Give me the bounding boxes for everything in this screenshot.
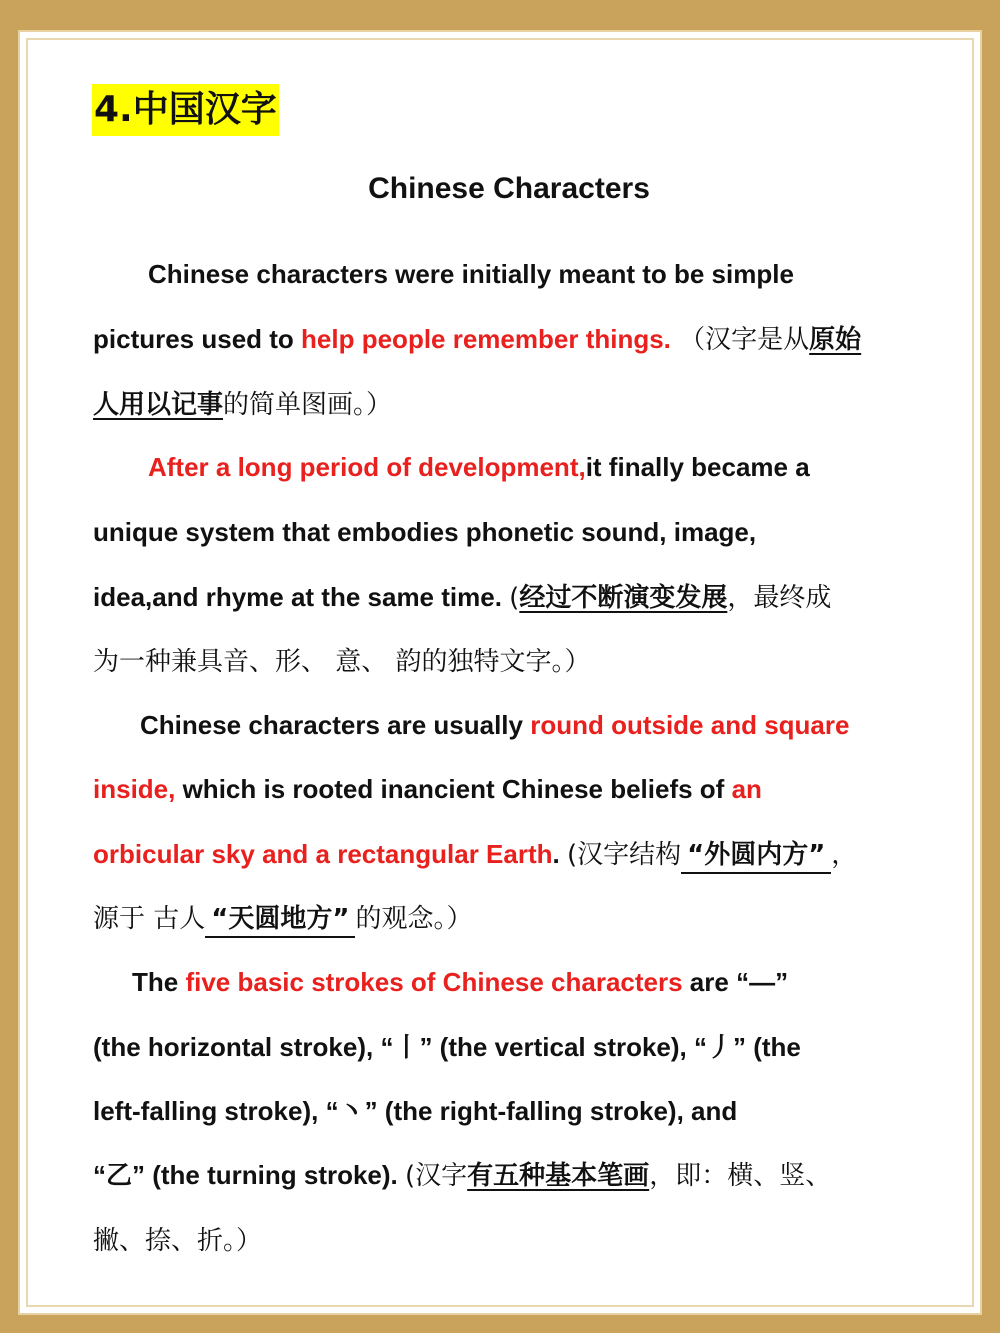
p1-line-2 <box>93 319 861 360</box>
p4-text: “乙” (the turning stroke). <box>93 1160 406 1190</box>
p2-text: idea,and rhyme at the same time. <box>93 582 510 612</box>
p2-chinese-emph: 经过不断演变发展 <box>519 583 728 613</box>
p3-line-2 <box>93 769 762 809</box>
p1-text: Chinese characters were initially meant to be simple <box>148 259 794 289</box>
p2-line-2 <box>93 512 756 552</box>
p4-highlight: five basic strokes of Chinese characters <box>185 967 683 997</box>
p4-chinese: 撇、捺、折。） <box>93 1226 263 1256</box>
p2-highlight: After a long period of development, <box>148 452 586 482</box>
p3-line-4 <box>93 898 472 939</box>
p2-line-4 <box>93 641 591 682</box>
p1-chinese-emph: 原始 <box>809 325 862 355</box>
p4-chinese: (汉字 <box>405 1161 468 1191</box>
p3-text: Chinese characters are usually <box>140 710 531 740</box>
p4-text: are “—” <box>682 967 789 997</box>
p1-text: pictures used to <box>93 324 302 354</box>
p3-highlight: an <box>731 774 762 804</box>
p1-highlight: help people remember things. <box>301 324 671 354</box>
p4-chinese-emph: 有五种基本笔画 <box>467 1161 650 1191</box>
p2-line-3 <box>93 577 831 618</box>
p1-chinese-emph: 人用以记事 <box>93 390 224 420</box>
p3-highlight: inside, <box>93 774 176 804</box>
p1-chinese: 的简单图画。） <box>223 390 393 420</box>
p3-chinese-quote: “外圆内方” <box>681 840 831 874</box>
p3-line-3 <box>93 834 857 875</box>
p2-chinese: 为一种兼具音、形、 意、 韵的独特文字。） <box>93 647 591 677</box>
p3-text: . <box>552 839 567 869</box>
p1-chinese: （汉字是从 <box>670 325 810 355</box>
p2-chinese: ，最终成 <box>727 583 832 613</box>
p2-text: unique system that embodies phonetic sound, image, <box>93 517 757 547</box>
p4-line-3 <box>93 1091 737 1131</box>
p4-line-2 <box>93 1027 801 1067</box>
p4-text: The <box>132 967 186 997</box>
p4-text: left-falling stroke), “丶” (the right-falling stroke), and <box>93 1096 738 1126</box>
p3-chinese: 源于 古人 <box>93 904 206 934</box>
p2-text: it finally became a <box>585 452 810 482</box>
p2-line-1 <box>148 447 810 487</box>
article-title: Chinese Characters <box>368 172 650 205</box>
p3-chinese: (汉字结构 <box>566 840 682 870</box>
p4-line-4 <box>93 1155 831 1196</box>
p3-line-1 <box>140 705 849 745</box>
p2-chinese: ( <box>509 583 520 613</box>
p4-chinese: ，即：横、竖、 <box>649 1161 832 1191</box>
p3-highlight: round outside and square <box>530 710 850 740</box>
p4-text: (the horizontal stroke), “丨” (the vertical stroke), “丿” (the <box>93 1032 801 1062</box>
p3-highlight: orbicular sky and a rectangular Earth <box>93 839 553 869</box>
p1-line-1 <box>148 254 794 294</box>
p4-line-1 <box>132 962 788 1002</box>
p4-line-5 <box>93 1220 262 1261</box>
p3-text: which is rooted inancient Chinese beliefs of <box>175 774 732 804</box>
p1-line-3 <box>93 384 392 425</box>
section-heading: 4.中国汉字 <box>92 84 279 136</box>
p3-chinese-quote: “天圆地方” <box>205 904 355 938</box>
p3-chinese: ， <box>831 840 858 870</box>
p3-chinese: 的观念。） <box>355 904 473 934</box>
